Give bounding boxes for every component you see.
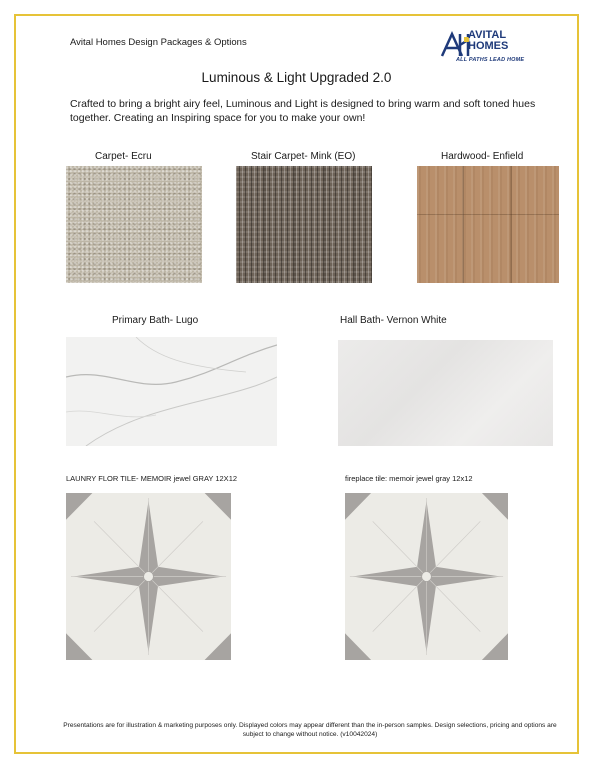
stair-carpet-label: Stair Carpet- Mink (EO) <box>251 151 356 162</box>
star-tile-pattern <box>66 493 231 660</box>
logo-tagline: ALL PATHS LEAD HOME <box>456 57 525 63</box>
hall-bath-vernon-white-swatch <box>338 340 553 446</box>
stair-carpet-mink-swatch <box>236 166 372 283</box>
disclaimer-footer: Presentations are for illustration & marketing purposes only. Displayed colors may appear different than the in-person samples. Design selections, pricing and options are subject to change without notice. (v10042024) <box>63 722 557 738</box>
hall-bath-label: Hall Bath- Vernon White <box>340 315 447 326</box>
primary-bath-lugo-swatch <box>66 337 277 446</box>
primary-bath-label: Primary Bath- Lugo <box>112 315 199 326</box>
fireplace-tile-swatch <box>345 493 508 660</box>
fireplace-tile-label: fireplace tile: memoir jewel gray 12x12 <box>345 474 473 483</box>
header-text: Avital Homes Design Packages & Options <box>70 37 247 48</box>
carpet-ecru-swatch <box>66 166 202 283</box>
logo-word-avital: AVITAL <box>468 29 507 41</box>
page-title: Luminous & Light Upgraded 2.0 <box>201 70 392 85</box>
logo-word-homes: HOMES <box>468 40 509 52</box>
hardwood-label: Hardwood- Enfield <box>441 151 524 162</box>
marble-veins <box>66 337 277 446</box>
star-tile-pattern <box>345 493 508 660</box>
hardwood-enfield-swatch <box>417 166 559 283</box>
intro-text: Crafted to bring a bright airy feel, Luminous and Light is designed to bring warm and soft toned hues together. Creating an Inspiring space for you to make your own! <box>70 98 536 124</box>
carpet-label: Carpet- Ecru <box>95 151 152 162</box>
logo-wordmark <box>468 30 508 52</box>
laundry-tile-label: LAUNRY FLOR TILE- MEMOIR jewel GRAY 12X12 <box>66 474 238 483</box>
laundry-tile-swatch <box>66 493 231 660</box>
